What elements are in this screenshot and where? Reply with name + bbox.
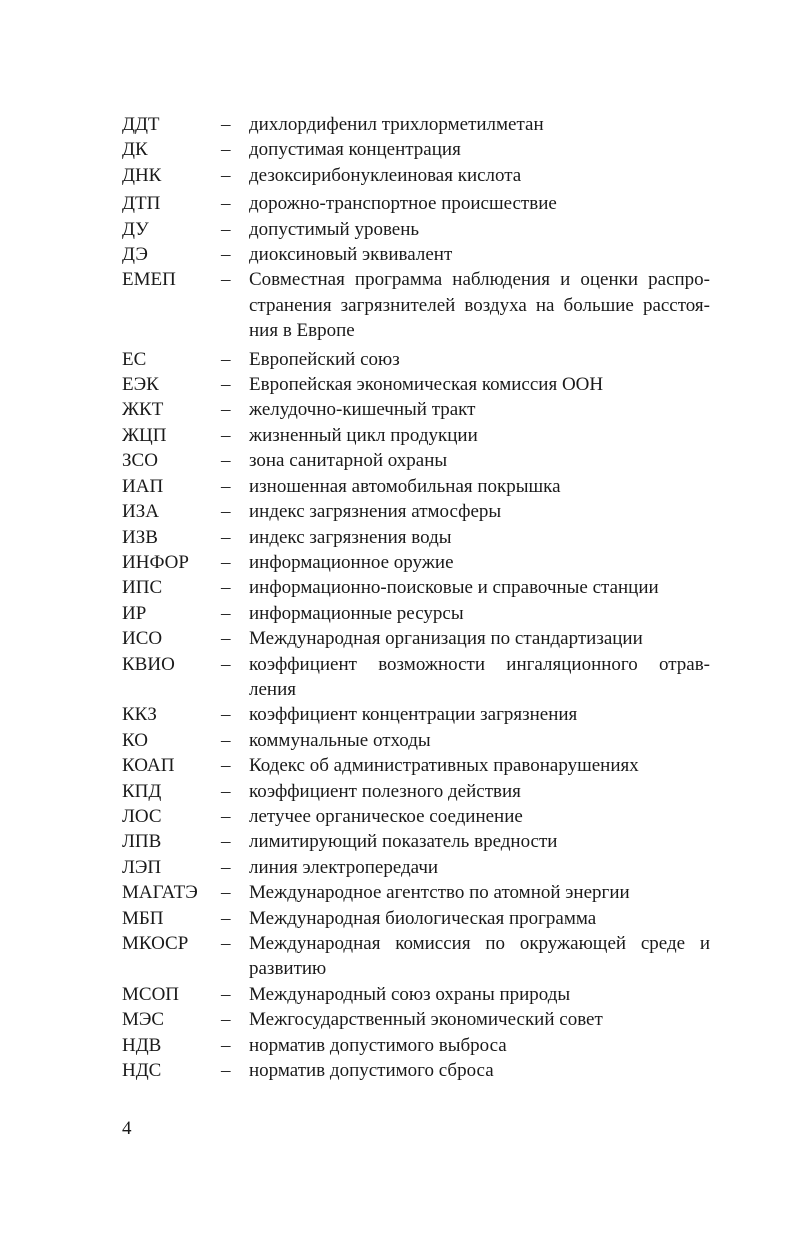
abbreviation: КОАП <box>122 755 175 777</box>
dash: – <box>221 526 231 548</box>
definition-line: Международная комиссия по окружающей среде и <box>249 933 710 954</box>
abbreviation-entry <box>122 931 710 982</box>
abbreviation-entry <box>122 191 710 216</box>
abbreviation: ИПС <box>122 577 163 599</box>
abbreviation-list <box>122 112 710 1083</box>
definition: коммунальные отходы <box>249 729 431 751</box>
abbreviation: ДЭ <box>122 244 148 266</box>
definition: норматив допустимого выброса <box>249 1034 507 1056</box>
dash: – <box>221 475 231 497</box>
dash: – <box>221 139 231 161</box>
abbreviation-entry <box>122 652 710 703</box>
abbreviation-entry <box>122 626 710 651</box>
dash: – <box>221 551 231 573</box>
abbreviation: КВИО <box>122 653 175 675</box>
definition-line: ния в Европе <box>249 320 355 342</box>
abbreviation-entry <box>122 1058 710 1083</box>
abbreviation-entry <box>122 702 710 727</box>
abbreviation: ИЗА <box>122 501 159 523</box>
abbreviation-entry <box>122 829 710 854</box>
definition: коэффициент концентрации загрязнения <box>249 704 578 726</box>
abbreviation-entry <box>122 525 710 550</box>
dash: – <box>221 269 231 291</box>
abbreviation-entry <box>122 397 710 422</box>
abbreviation-entry <box>122 753 710 778</box>
dash: – <box>221 755 231 777</box>
abbreviation: ИР <box>122 602 147 624</box>
abbreviation-entry <box>122 499 710 524</box>
abbreviation-entry <box>122 1033 710 1058</box>
abbreviation-entry <box>122 217 710 242</box>
definition: Международная биологическая программа <box>249 907 597 929</box>
dash: – <box>221 882 231 904</box>
abbreviation-entry <box>122 575 710 600</box>
abbreviation: ЛЭП <box>122 856 162 878</box>
definition: изношенная автомобильная покрышка <box>249 475 561 497</box>
abbreviation-entry <box>122 372 710 397</box>
dash: – <box>221 577 231 599</box>
abbreviation-entry <box>122 779 710 804</box>
abbreviation-entry <box>122 728 710 753</box>
abbreviation-entry <box>122 982 710 1007</box>
abbreviation: ИАП <box>122 475 164 497</box>
abbreviation: ККЗ <box>122 704 157 726</box>
dash: – <box>221 1060 231 1082</box>
definition: дихлордифенил трихлорметилметан <box>249 114 544 135</box>
dash: – <box>221 628 231 650</box>
abbreviation: ДНК <box>122 164 162 186</box>
definition: допустимая концентрация <box>249 139 461 161</box>
page-number: 4 <box>122 1118 132 1139</box>
abbreviation: ЛПВ <box>122 831 162 853</box>
abbreviation-entry <box>122 448 710 473</box>
dash: – <box>221 348 231 370</box>
abbreviation-entry <box>122 906 710 931</box>
abbreviation-entry <box>122 1007 710 1032</box>
abbreviation: КО <box>122 729 148 751</box>
abbreviation: КПД <box>122 780 162 802</box>
definition: информационно-поисковые и справочные станции <box>249 577 659 599</box>
abbreviation: ДУ <box>122 218 149 240</box>
dash: – <box>221 653 231 675</box>
abbreviation: НДС <box>122 1060 162 1082</box>
definition: Международный союз охраны природы <box>249 983 571 1005</box>
dash: – <box>221 450 231 472</box>
abbreviation-entry <box>122 267 710 343</box>
abbreviation: ЖКТ <box>122 399 164 421</box>
dash: – <box>221 374 231 396</box>
definition: Европейский союз <box>249 348 400 370</box>
dash: – <box>221 164 231 186</box>
abbreviation-entry <box>122 137 710 162</box>
abbreviation: ЖЦП <box>122 424 167 446</box>
definition <box>249 652 710 703</box>
abbreviation: ИНФОР <box>122 551 189 573</box>
dash: – <box>221 856 231 878</box>
definition: Европейская экономическая комиссия ООН <box>249 374 604 396</box>
definition: Международное агентство по атомной энергии <box>249 882 630 904</box>
dash: – <box>221 114 231 135</box>
abbreviation: МАГАТЭ <box>122 882 198 904</box>
abbreviation-entry <box>122 163 710 188</box>
abbreviation-entry <box>122 423 710 448</box>
abbreviation-entry <box>122 855 710 880</box>
dash: – <box>221 780 231 802</box>
abbreviation: НДВ <box>122 1034 162 1056</box>
definition: зона санитарной охраны <box>249 450 448 472</box>
abbreviation: МКОСР <box>122 933 189 954</box>
definition-line: развитию <box>249 958 327 980</box>
definition: диоксиновый эквивалент <box>249 244 453 266</box>
definition <box>249 931 710 982</box>
definition: жизненный цикл продукции <box>249 424 478 446</box>
abbreviation-entry <box>122 601 710 626</box>
abbreviation: ИЗВ <box>122 526 158 548</box>
definition <box>249 267 710 343</box>
definition: Кодекс об административных правонарушениях <box>249 755 639 777</box>
abbreviation: ЛОС <box>122 805 162 827</box>
definition: Международная организация по стандартизации <box>249 628 643 650</box>
abbreviation: ЕЭК <box>122 374 159 396</box>
abbreviation: ДК <box>122 139 148 161</box>
dash: – <box>221 424 231 446</box>
abbreviation: ДТП <box>122 193 161 215</box>
dash: – <box>221 831 231 853</box>
dash: – <box>221 399 231 421</box>
definition: линия электропередачи <box>249 856 439 878</box>
dash: – <box>221 193 231 215</box>
dash: – <box>221 983 231 1005</box>
dash: – <box>221 501 231 523</box>
definition: коэффициент полезного действия <box>249 780 521 802</box>
abbreviation-entry <box>122 474 710 499</box>
dash: – <box>221 729 231 751</box>
definition: летучее органическое соединение <box>249 805 523 827</box>
abbreviation: МЭС <box>122 1009 165 1031</box>
abbreviation-entry <box>122 550 710 575</box>
abbreviation: ЕС <box>122 348 147 370</box>
abbreviation: МБП <box>122 907 164 929</box>
definition: Межгосударственный экономический совет <box>249 1009 603 1031</box>
abbreviation: ДДТ <box>122 114 160 135</box>
abbreviation: ЗСО <box>122 450 158 472</box>
dash: – <box>221 805 231 827</box>
definition: желудочно-кишечный тракт <box>249 399 476 421</box>
definition: информационное оружие <box>249 551 454 573</box>
abbreviation: ИСО <box>122 628 163 650</box>
abbreviation-entry <box>122 347 710 372</box>
dash: – <box>221 933 231 954</box>
abbreviation: ЕМЕП <box>122 269 176 291</box>
definition: индекс загрязнения воды <box>249 526 452 548</box>
definition-line: ления <box>249 678 296 700</box>
dash: – <box>221 1034 231 1056</box>
definition: дезоксирибонуклеиновая кислота <box>249 164 522 186</box>
dash: – <box>221 907 231 929</box>
definition: норматив допустимого сброса <box>249 1060 494 1082</box>
definition-line: коэффициент возможности ингаляционного отрав- <box>249 653 710 675</box>
dash: – <box>221 218 231 240</box>
definition: дорожно-транспортное происшествие <box>249 193 557 215</box>
definition: информационные ресурсы <box>249 602 464 624</box>
abbreviation-entry <box>122 880 710 905</box>
dash: – <box>221 1009 231 1031</box>
definition: допустимый уровень <box>249 218 420 240</box>
abbreviation-entry <box>122 112 710 137</box>
definition: индекс загрязнения атмосферы <box>249 501 502 523</box>
dash: – <box>221 244 231 266</box>
dash: – <box>221 602 231 624</box>
dash: – <box>221 704 231 726</box>
definition: лимитирующий показатель вредности <box>249 831 558 853</box>
definition-line: Совместная программа наблюдения и оценки распро- <box>249 269 710 291</box>
abbreviation: МСОП <box>122 983 180 1005</box>
abbreviation-entry <box>122 242 710 267</box>
definition-line: странения загрязнителей воздуха на большие расстоя- <box>249 294 710 316</box>
abbreviation-entry <box>122 804 710 829</box>
